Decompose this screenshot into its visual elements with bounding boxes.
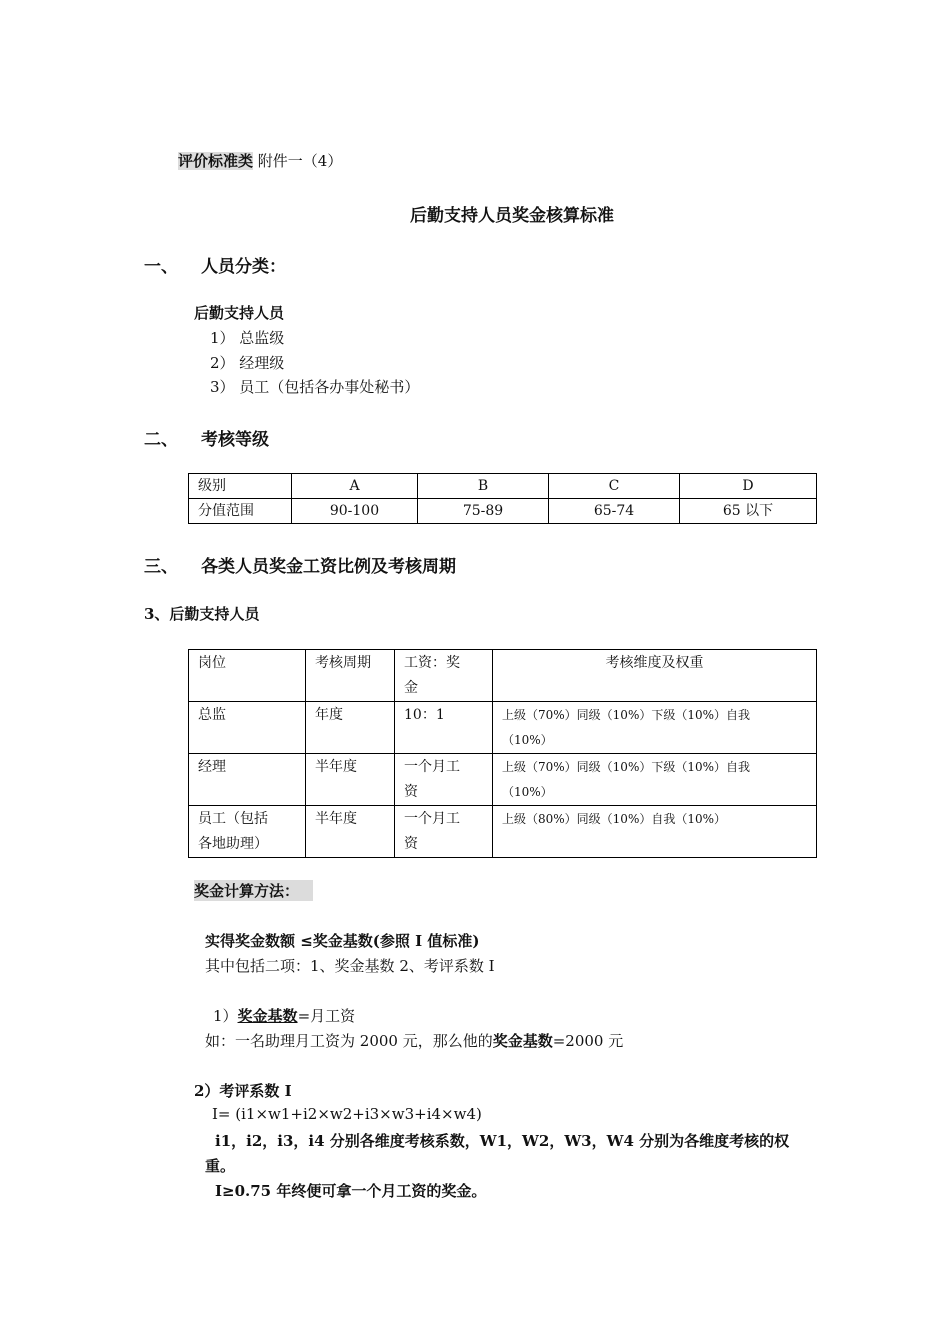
personnel-heading: 后勤支持人员 [194, 304, 285, 322]
ratio-line: 资 [404, 784, 418, 800]
table-header-row [189, 650, 817, 702]
table-cell: 分值范围 [189, 499, 292, 524]
table-cell: 65-74 [549, 499, 680, 524]
section-1-title: 人员分类： [201, 257, 286, 277]
bonus-base-term: 奖金基数 [237, 1007, 298, 1025]
table-cell: 75-89 [418, 499, 549, 524]
ratio-line: 资 [404, 836, 418, 852]
table-cell: 65 以下 [680, 499, 817, 524]
bonus-includes: 其中包括二项：1、奖金基数 2、考评系数 I [205, 957, 495, 975]
bonus-item-1 [213, 1005, 355, 1026]
table-row [189, 754, 817, 806]
table-cell: 半年度 [306, 806, 395, 858]
personnel-item: 1） 总监级 [210, 329, 285, 347]
table-cell: 总监 [189, 702, 306, 754]
table-row [189, 702, 817, 754]
table-row [189, 499, 817, 524]
bonus-item-2: 2）考评系数 I [194, 1082, 292, 1100]
table-cell [395, 806, 493, 858]
table-header-cell: 岗位 [189, 650, 306, 702]
sub-heading: 3、后勤支持人员 [144, 605, 260, 623]
table-header-cell-line: 工资：奖 [404, 655, 460, 671]
i-rule: I≥0.75 年终便可拿一个月工资的奖金。 [215, 1182, 487, 1200]
table-cell: 半年度 [306, 754, 395, 806]
table-header-cell: D [680, 474, 817, 499]
bonus-example-prefix: 如：一名助理月工资为 2000 元，那么他的 [205, 1032, 493, 1050]
table-header-row [189, 474, 817, 499]
bonus-item-1-suffix: =月工资 [297, 1007, 356, 1025]
weights-line: 上级（70%）同级（10%）下级（10%）自我 [502, 708, 751, 722]
i-description: i1，i2，i3，i4 分别各维度考核系数，W1，W2，W3，W4 分别为各维度考核的权 [215, 1132, 790, 1150]
ratio-line: 一个月工 [404, 759, 460, 775]
post-line: 员工（包括 [198, 811, 268, 827]
table-cell: 经理 [189, 754, 306, 806]
table-cell [395, 754, 493, 806]
table-header-cell: B [418, 474, 549, 499]
table-cell [493, 754, 817, 806]
table-cell: 10：1 [395, 702, 493, 754]
table-cell: 上级（80%）同级（10%）自我（10%） [493, 806, 817, 858]
table-header-cell: 级别 [189, 474, 292, 499]
bonus-example-suffix: =2000 元 [552, 1032, 624, 1050]
grade-table [188, 473, 817, 524]
section-3-title: 各类人员奖金工资比例及考核周期 [201, 557, 456, 577]
i-description-cont: 重。 [205, 1157, 236, 1175]
personnel-item: 2） 经理级 [210, 354, 285, 372]
table-header-cell: A [292, 474, 418, 499]
section-2-number: 二、 [144, 430, 178, 450]
period-table [188, 649, 817, 858]
weights-line: （10%） [502, 785, 553, 799]
doc-header [178, 150, 342, 171]
bonus-example-term: 奖金基数 [492, 1032, 553, 1050]
table-cell [493, 702, 817, 754]
table-cell: 年度 [306, 702, 395, 754]
ratio-line: 一个月工 [404, 811, 460, 827]
table-cell [189, 806, 306, 858]
post-line: 各地助理） [198, 836, 268, 852]
section-2-title: 考核等级 [201, 430, 269, 450]
personnel-item: 3） 员工（包括各办事处秘书） [210, 378, 420, 396]
i-formula: I= (i1×w1+i2×w2+i3×w3+i4×w4) [212, 1105, 482, 1123]
page-title: 后勤支持人员奖金核算标准 [410, 206, 614, 226]
weights-line: （10%） [502, 733, 553, 747]
table-header-cell-line: 金 [404, 680, 418, 696]
table-header-cell: 考核周期 [306, 650, 395, 702]
attachment-label: 附件一（4） [257, 152, 343, 170]
table-header-cell: C [549, 474, 680, 499]
table-row [189, 806, 817, 858]
section-1-number: 一、 [144, 257, 178, 277]
table-header-cell: 考核维度及权重 [493, 650, 817, 702]
bonus-formula: 实得奖金数额 ≤奖金基数(参照 I 值标准) [205, 932, 480, 950]
bonus-item-1-prefix: 1） [213, 1007, 238, 1025]
bonus-method-label: 奖金计算方法： [194, 880, 313, 901]
section-3-number: 三、 [144, 557, 178, 577]
table-cell: 90-100 [292, 499, 418, 524]
bonus-example [205, 1030, 623, 1051]
category-label: 评价标准类 [178, 152, 254, 170]
weights-line: 上级（70%）同级（10%）下级（10%）自我 [502, 760, 751, 774]
table-header-cell [395, 650, 493, 702]
